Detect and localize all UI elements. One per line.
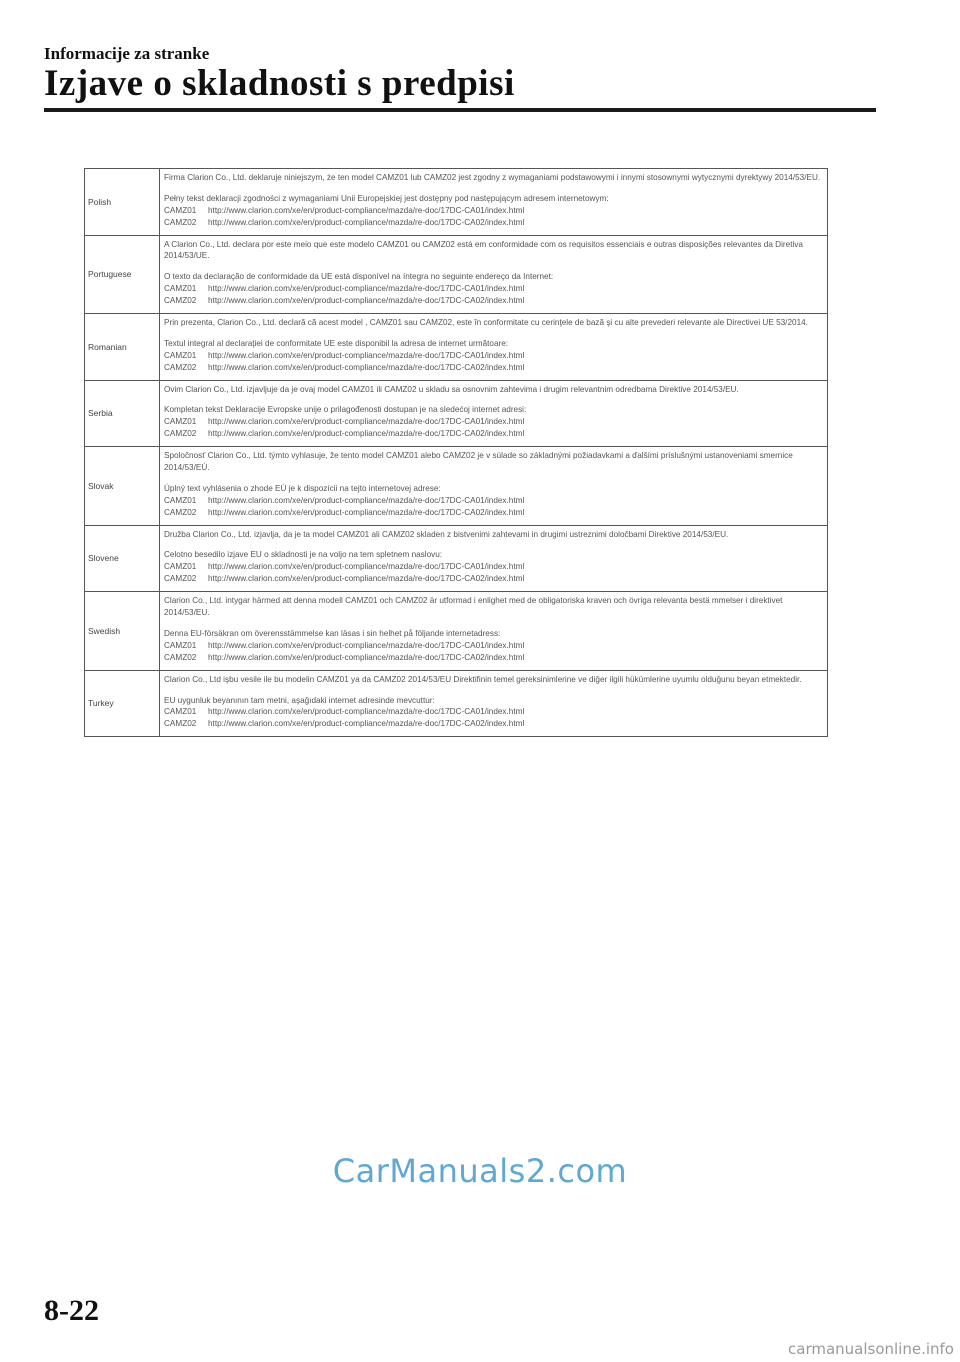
declaration-url: http://www.clarion.com/xe/en/product-compliance/mazda/re-doc/17DC-CA01/index.html — [208, 495, 525, 505]
declaration-statement: Clarion Co., Ltd. intygar härmed att denna modell CAMZ01 och CAMZ02 är utformad i enlighet med de obligatoriska kraven och övriga relevanta bestä mmelser i direktivet 2014/53/EU. — [164, 596, 783, 618]
declaration-url-line — [164, 295, 823, 307]
declaration-row — [85, 525, 828, 592]
declaration-statement: A Clarion Co., Ltd. declara por este meio que este modelo CAMZ01 ou CAMZ02 está em conformidade com os requisitos essenciais e outras disposições relevantes da Diretiva 2014/53/UE. — [164, 239, 803, 261]
declaration-row — [85, 670, 828, 737]
declaration-row — [85, 447, 828, 525]
declaration-availability: Kompletan tekst Deklaracije Evropske unije o prilagođenosti dostupan je na sledećoj internet adresi: — [164, 405, 527, 415]
model-code: CAMZ01 — [164, 640, 197, 650]
model-code: CAMZ02 — [164, 652, 197, 662]
model-code: CAMZ02 — [164, 507, 197, 517]
footer-site-mark: carmanualsonline.info — [788, 1340, 954, 1358]
declaration-statement: Ovim Clarion Co., Ltd. izjavljuje da je ovaj model CAMZ01 ili CAMZ02 u skladu sa osnovnim zahtevima i drugim relevantnim odredbama Direktive 2014/53/EU. — [164, 384, 739, 394]
declaration-statement: Prin prezenta, Clarion Co., Ltd. declară că acest model , CAMZ01 sau CAMZ02, este în conformitate cu cerinţele de bază şi cu alte prevederi relevante ale Directivei UE 53/2014. — [164, 318, 808, 328]
declaration-text-cell — [160, 447, 828, 525]
declaration-availability: Úplný text vyhlásenia o zhode EÚ je k dispozícii na tejto internetovej adrese: — [164, 483, 441, 493]
declaration-url-line — [164, 706, 823, 718]
declaration-url-line — [164, 350, 823, 362]
declaration-url: http://www.clarion.com/xe/en/product-compliance/mazda/re-doc/17DC-CA02/index.html — [208, 429, 525, 439]
declaration-url: http://www.clarion.com/xe/en/product-compliance/mazda/re-doc/17DC-CA02/index.html — [208, 362, 525, 372]
declaration-url: http://www.clarion.com/xe/en/product-compliance/mazda/re-doc/17DC-CA01/index.html — [208, 417, 525, 427]
model-code: CAMZ01 — [164, 350, 197, 360]
language-label: Polish — [85, 169, 160, 236]
declaration-url: http://www.clarion.com/xe/en/product-compliance/mazda/re-doc/17DC-CA01/index.html — [208, 640, 525, 650]
title-divider — [44, 108, 876, 112]
declaration-url-line — [164, 362, 823, 374]
declaration-url-line — [164, 205, 823, 217]
model-code: CAMZ02 — [164, 362, 197, 372]
declaration-url-line — [164, 217, 823, 229]
declaration-url: http://www.clarion.com/xe/en/product-compliance/mazda/re-doc/17DC-CA01/index.html — [208, 707, 525, 717]
declaration-url-line — [164, 561, 823, 573]
language-label: Swedish — [85, 592, 160, 670]
model-code: CAMZ02 — [164, 217, 197, 227]
model-code: CAMZ02 — [164, 574, 197, 584]
page-number: 8-22 — [44, 1294, 99, 1327]
model-code: CAMZ01 — [164, 562, 197, 572]
declaration-row — [85, 235, 828, 313]
model-code: CAMZ02 — [164, 719, 197, 729]
declaration-url: http://www.clarion.com/xe/en/product-compliance/mazda/re-doc/17DC-CA01/index.html — [208, 562, 525, 572]
declaration-text-cell — [160, 235, 828, 313]
declaration-text-cell — [160, 670, 828, 737]
declaration-url: http://www.clarion.com/xe/en/product-compliance/mazda/re-doc/17DC-CA01/index.html — [208, 205, 525, 215]
declaration-row — [85, 314, 828, 381]
model-code: CAMZ01 — [164, 417, 197, 427]
declaration-url-line — [164, 573, 823, 585]
declaration-url: http://www.clarion.com/xe/en/product-compliance/mazda/re-doc/17DC-CA02/index.html — [208, 507, 525, 517]
declaration-row — [85, 169, 828, 236]
declaration-url-line — [164, 428, 823, 440]
declaration-url: http://www.clarion.com/xe/en/product-compliance/mazda/re-doc/17DC-CA02/index.html — [208, 719, 525, 729]
model-code: CAMZ01 — [164, 707, 197, 717]
declaration-availability: Denna EU-försäkran om överensstämmelse kan läsas i sin helhet på följande internetadress: — [164, 628, 501, 638]
model-code: CAMZ01 — [164, 205, 197, 215]
declaration-url: http://www.clarion.com/xe/en/product-compliance/mazda/re-doc/17DC-CA01/index.html — [208, 350, 525, 360]
language-label: Romanian — [85, 314, 160, 381]
declaration-availability: O texto da declaração de conformidade da UE está disponível na íntegra no seguinte endereço da Internet: — [164, 272, 554, 282]
declaration-url: http://www.clarion.com/xe/en/product-compliance/mazda/re-doc/17DC-CA02/index.html — [208, 652, 525, 662]
declaration-statement: Clarion Co., Ltd işbu vesile ile bu modelin CAMZ01 ya da CAMZ02 2014/53/EU Direktifinin temel gereksinimlerine ve diğer ilgili hükümlerine uyumlu olduğunu beyan etmektedir. — [164, 674, 802, 684]
language-label: Turkey — [85, 670, 160, 737]
model-code: CAMZ01 — [164, 284, 197, 294]
declaration-url-line — [164, 652, 823, 664]
watermark: CarManuals2.com — [332, 1152, 628, 1190]
declaration-url-line — [164, 640, 823, 652]
language-label: Slovak — [85, 447, 160, 525]
declaration-availability: EU uygunluk beyanının tam metni, aşağıdaki internet adresinde mevcuttur: — [164, 695, 435, 705]
language-label: Serbia — [85, 380, 160, 447]
section-heading: Informacije za stranke — [44, 44, 210, 63]
declaration-text-cell — [160, 380, 828, 447]
declaration-availability: Textul integral al declaraţiei de conformitate UE este disponibil la adresa de internet următoare: — [164, 338, 509, 348]
declaration-text-cell — [160, 525, 828, 592]
declaration-statement: Družba Clarion Co., Ltd. izjavlja, da je ta model CAMZ01 ali CAMZ02 skladen z bistvenimi zahtevami in drugimi ustreznimi določbami Direktive 2014/53/EU. — [164, 529, 729, 539]
page-title: Izjave o skladnosti s predpisi — [44, 63, 515, 104]
declaration-text-cell — [160, 169, 828, 236]
declaration-statement: Firma Clarion Co., Ltd. deklaruje niniejszym, że ten model CAMZ01 lub CAMZ02 jest zgodny z wymaganiami podstawowymi i innymi stosownymi wytycznymi dyrektywy 2014/53/EU. — [164, 173, 821, 182]
language-label: Slovene — [85, 525, 160, 592]
declaration-text-cell — [160, 314, 828, 381]
declaration-url-line — [164, 416, 823, 428]
declaration-url: http://www.clarion.com/xe/en/product-compliance/mazda/re-doc/17DC-CA02/index.html — [208, 574, 525, 584]
declaration-text-cell — [160, 592, 828, 670]
declaration-availability: Celotno besedilo izjave EU o skladnosti je na voljo na tem spletnem naslovu: — [164, 550, 443, 560]
declaration-url-line — [164, 495, 823, 507]
model-code: CAMZ02 — [164, 429, 197, 439]
model-code: CAMZ02 — [164, 296, 197, 306]
declaration-availability: Pełny tekst deklaracji zgodności z wymaganiami Unii Europejskiej jest dostępny pod następującym adresem internetowym: — [164, 193, 609, 203]
declarations-table — [84, 168, 828, 737]
model-code: CAMZ01 — [164, 495, 197, 505]
language-label: Portuguese — [85, 235, 160, 313]
declaration-url-line — [164, 718, 823, 730]
declaration-url: http://www.clarion.com/xe/en/product-compliance/mazda/re-doc/17DC-CA02/index.html — [208, 217, 525, 227]
declaration-statement: Spoločnosť Clarion Co., Ltd. týmto vyhlasuje, že tento model CAMZ01 alebo CAMZ02 je v súlade so základnými požiadavkami a ďalšími príslušnými ustanoveniami smernice 2014/53/EÚ. — [164, 451, 793, 473]
declaration-row — [85, 592, 828, 670]
declaration-url: http://www.clarion.com/xe/en/product-compliance/mazda/re-doc/17DC-CA01/index.html — [208, 284, 525, 294]
declaration-url: http://www.clarion.com/xe/en/product-compliance/mazda/re-doc/17DC-CA02/index.html — [208, 296, 525, 306]
declaration-row — [85, 380, 828, 447]
declaration-url-line — [164, 283, 823, 295]
declaration-url-line — [164, 507, 823, 519]
